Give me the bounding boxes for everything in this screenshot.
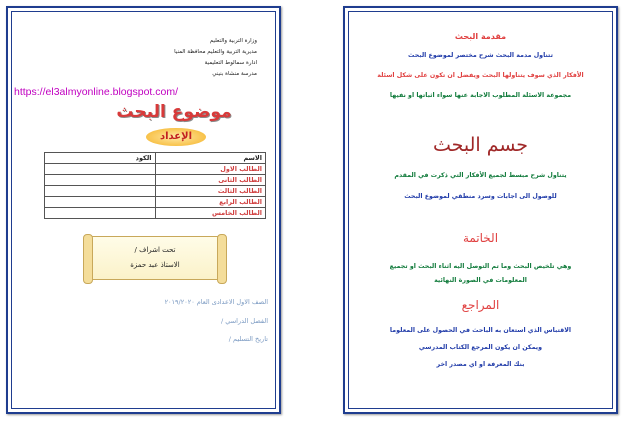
references-line: الاقتباس الذي استعان به الباحث في الحصول على المعلوما: [389, 327, 572, 334]
column-header-code: الكود: [45, 153, 156, 164]
conclusion-title: الخاتمة: [462, 231, 499, 245]
table-row: [45, 208, 266, 219]
supervision-label: تحت اشراف /: [134, 246, 176, 254]
intro-line: تتناول مدمة البحث شرح مختصر لموضوع البحث: [408, 52, 553, 59]
ministry-line: مدرسة منشاة بنيني: [212, 71, 257, 77]
column-header-name: الاسم: [155, 153, 266, 164]
outline-page: [343, 6, 618, 414]
supervision-scroll: [88, 236, 222, 280]
body-line: للوصول الى اجابات وسرد منطقي لموضوع البحث: [404, 193, 557, 200]
student-name: الطالب الاول: [155, 164, 266, 175]
student-code: [45, 164, 156, 175]
intro-line: مجموعة الاسئلة المطلوب الاجابة عنها سواء اثباتها او نفيها: [389, 92, 572, 99]
references-title: المراجع: [461, 298, 500, 312]
ministry-line: وزارة التربية والتعليم: [209, 38, 257, 44]
references-line: ويمكن ان يكون المرجع الكتاب المدرسي: [418, 344, 543, 351]
cover-page: [6, 6, 281, 414]
students-table: [44, 152, 266, 219]
intro-line: الأفكار الذي سوف يتناولها البحث ويفضل ان تكون على شكل اسئلة: [377, 72, 584, 79]
table-header-row: [45, 153, 266, 164]
prepared-by-badge: الإعداد: [146, 128, 206, 146]
table-row: [45, 197, 266, 208]
table-row: [45, 164, 266, 175]
student-code: [45, 186, 156, 197]
student-code: [45, 208, 156, 219]
conclusion-line: المعلومات في الصورة النهائية: [434, 277, 527, 284]
grade-line: الصف الاول الاعدادى العام ٢٠١٩/٢٠٢٠: [164, 298, 268, 306]
body-line: يتناول شرح مبسط لجميع الأفكار التي ذكرت في المقدم: [394, 172, 567, 179]
supervisor-name: الاستاذ عبد حمزة: [130, 261, 180, 269]
table-row: [45, 175, 266, 186]
date-line: تاريخ التسليم /: [228, 335, 268, 343]
ministry-line: مديرية التربية والتعليم محافظة المنيا: [174, 49, 257, 55]
blog-url[interactable]: https://el3almyonline.blogspot.com/: [14, 86, 179, 98]
student-code: [45, 197, 156, 208]
topic-title: موضوع البحث: [116, 102, 232, 122]
student-name: الطالب الثانى: [155, 175, 266, 186]
intro-title: مقدمة البحث: [454, 32, 507, 41]
student-name: الطالب الرابع: [155, 197, 266, 208]
ministry-header: [57, 36, 257, 80]
table-row: [45, 186, 266, 197]
student-code: [45, 175, 156, 186]
term-line: الفصل الدراسي /: [221, 317, 268, 325]
conclusion-line: وهي تلخيص البحث وما تم التوصل اليه اثناء البحث او تجميع: [389, 263, 572, 270]
student-name: الطالب الخامس: [155, 208, 266, 219]
body-title: جسم البحث: [432, 134, 529, 156]
references-line: بنك المعرفة او اي مصدر اخر: [436, 361, 525, 368]
student-name: الطالب الثالث: [155, 186, 266, 197]
ministry-line: ادارة سمالوط التعليمية: [204, 60, 257, 66]
